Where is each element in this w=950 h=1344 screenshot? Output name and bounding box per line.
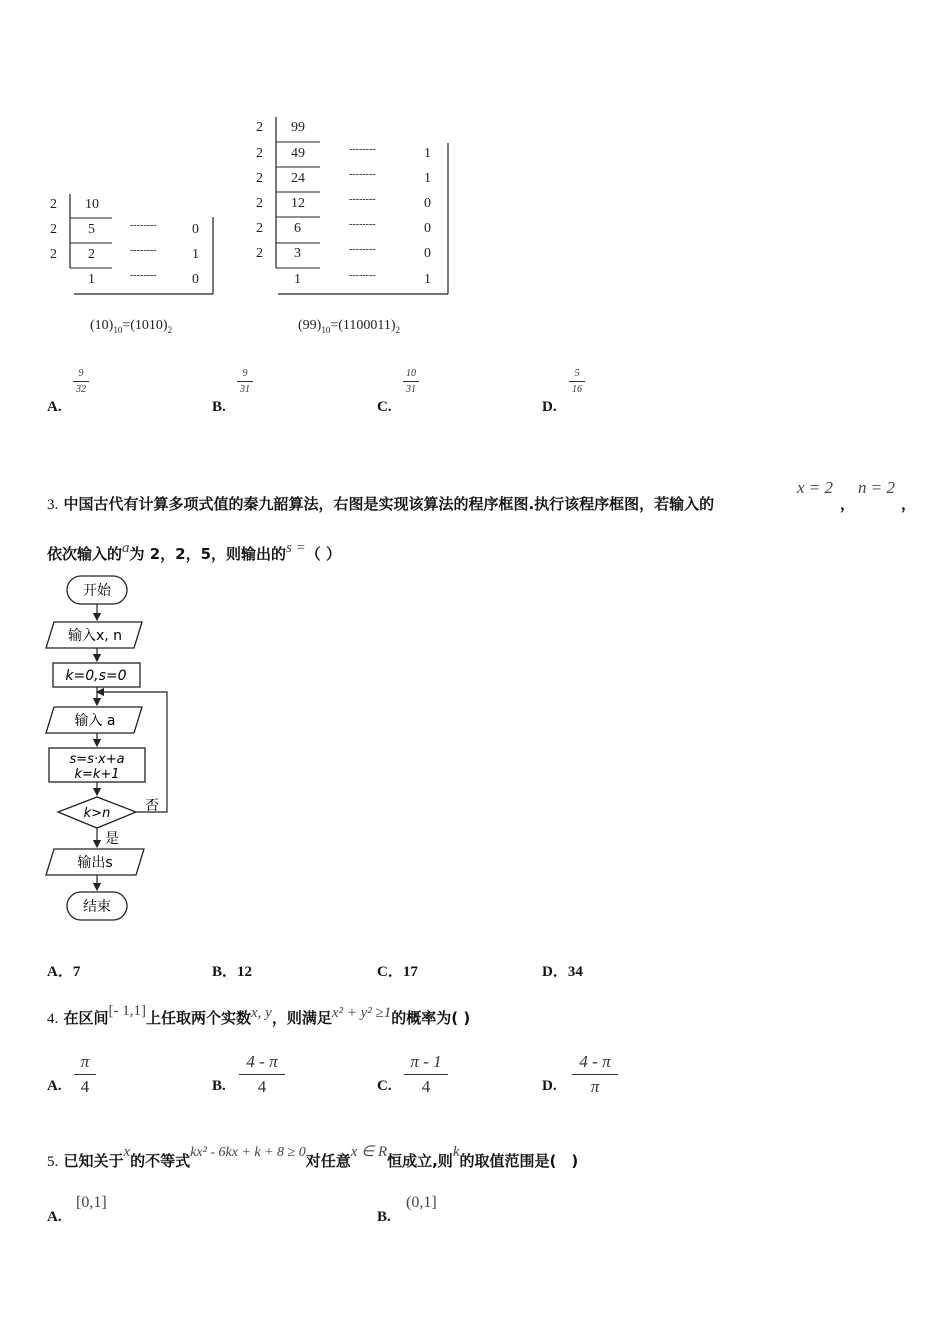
output-label: 输出s	[77, 855, 113, 871]
right-divisor: 2	[256, 146, 263, 161]
input-a-label: 输入 a	[74, 713, 116, 729]
q3-option-c[interactable]: C．17	[377, 964, 418, 980]
left-divisor: 2	[50, 197, 57, 212]
left-division-lines	[0, 0, 480, 345]
q4-option-c-fraction[interactable]: π - 1 4	[404, 1052, 448, 1097]
q3-n-value: n = 2	[858, 478, 895, 497]
right-quotient: 49	[291, 146, 305, 161]
left-caption: $(10)_{10}=(1010)_2$	[90, 318, 173, 335]
option-letter: D.	[542, 1078, 557, 1094]
right-caption: $(99)_{10}=(1100011)_2$	[298, 318, 401, 335]
right-remainder: 0	[424, 221, 431, 236]
right-remainder: 1	[424, 272, 431, 287]
right-remainder: 1	[424, 146, 431, 161]
q4-option-a-fraction[interactable]: π 4	[74, 1052, 96, 1097]
right-quotient: 6	[294, 221, 301, 236]
right-dashes: --------	[349, 270, 376, 281]
left-quotient: 2	[88, 247, 95, 262]
init-label: k=0,s=0	[65, 668, 127, 684]
start-label: 开始	[83, 583, 111, 599]
right-divisor: 2	[256, 171, 263, 186]
q3-option-a[interactable]: A．7	[47, 964, 81, 980]
right-dashes: --------	[349, 169, 376, 180]
right-dashes: --------	[349, 194, 376, 205]
right-divisor: 2	[256, 120, 263, 135]
option-letter: B.	[212, 399, 226, 415]
q5-option-a-value[interactable]: [0,1]	[76, 1194, 107, 1211]
q4-option-b-fraction[interactable]: 4 - π 4	[239, 1052, 285, 1097]
left-quotient: 1	[88, 272, 95, 287]
q3-comma: ，	[901, 495, 917, 513]
option-c-fraction[interactable]: 10 31	[403, 368, 419, 395]
q3-line2: 依次输入的a为 2，2，5，则输出的s =（ ）	[47, 540, 342, 563]
option-letter: C.	[377, 1078, 392, 1094]
right-divisor: 2	[256, 196, 263, 211]
right-divisor: 2	[256, 246, 263, 261]
right-remainder: 0	[424, 196, 431, 211]
condition-label: k>n	[83, 806, 111, 821]
option-letter: A.	[47, 1078, 62, 1094]
left-quotient: 5	[88, 222, 95, 237]
q5-option-b-value[interactable]: (0,1]	[406, 1194, 437, 1211]
right-dashes: --------	[349, 244, 376, 255]
q3-option-d[interactable]: D．34	[542, 964, 583, 980]
update-k-label: k=k+1	[74, 767, 120, 782]
right-dashes: --------	[349, 219, 376, 230]
right-divisor: 2	[256, 221, 263, 236]
yes-label: 是	[105, 831, 119, 847]
option-letter: B.	[377, 1209, 391, 1225]
q2-options	[0, 360, 950, 420]
option-letter: A.	[47, 1209, 62, 1225]
option-letter: B.	[212, 1078, 226, 1094]
option-b-fraction[interactable]: 9 31	[237, 368, 253, 395]
update-s-label: s=s·x+a	[69, 752, 125, 767]
no-label: 否	[145, 798, 159, 814]
option-a-fraction[interactable]: 9 32	[73, 368, 89, 395]
left-divisor: 2	[50, 247, 57, 262]
right-quotient: 12	[291, 196, 305, 211]
input-xn-label: 输入x, n	[67, 628, 123, 644]
q4-options	[0, 1050, 950, 1100]
right-remainder: 1	[424, 171, 431, 186]
q4-option-d-fraction[interactable]: 4 - π π	[572, 1052, 618, 1097]
right-quotient: 99	[291, 120, 305, 135]
left-dashes: --------	[130, 220, 157, 231]
q3-x-value: x = 2	[797, 478, 834, 497]
qinjiushao-flowchart	[40, 572, 190, 928]
left-remainder: 1	[192, 247, 199, 262]
q4-stem: 4. 在区间[- 1,1]上任取两个实数x, y，则满足x² + y² ≥1的概率为( )	[47, 1003, 471, 1027]
q3-line1: 3. 中国古代有计算多项式值的秦九韶算法，右图是实现该算法的程序框图.执行该程序框图，若输入的	[47, 495, 715, 513]
option-letter: C.	[377, 399, 392, 415]
right-quotient: 24	[291, 171, 305, 186]
left-divisor: 2	[50, 222, 57, 237]
option-letter: D.	[542, 399, 557, 415]
right-remainder: 0	[424, 246, 431, 261]
q5-stem: 5. 已知关于x的不等式kx² - 6kx + k + 8 ≥ 0对任意x ∈ R恒成立,则k的取值范围是( )	[47, 1144, 579, 1170]
right-dashes: --------	[349, 144, 376, 155]
left-dashes: --------	[130, 270, 157, 281]
left-dashes: --------	[130, 245, 157, 256]
right-quotient: 3	[294, 246, 301, 261]
option-d-fraction[interactable]: 5 16	[569, 368, 585, 395]
end-label: 结束	[83, 899, 111, 915]
left-remainder: 0	[192, 272, 199, 287]
right-quotient: 1	[294, 272, 301, 287]
option-letter: A.	[47, 399, 62, 415]
q3-option-b[interactable]: B．12	[212, 964, 253, 980]
left-remainder: 0	[192, 222, 199, 237]
binary-conversion-figure	[0, 0, 480, 345]
q3-comma: ，	[840, 495, 856, 513]
left-quotient: 10	[85, 197, 99, 212]
